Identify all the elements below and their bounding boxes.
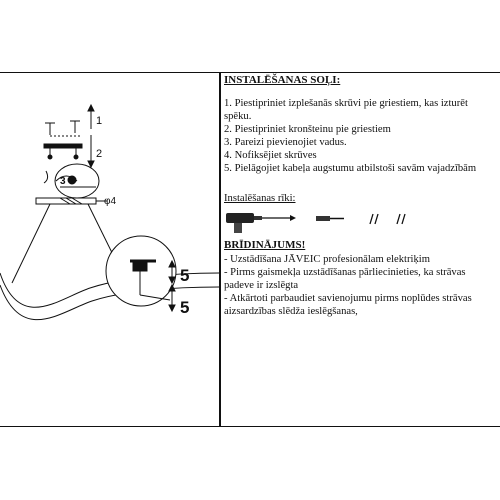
label-dimension-a: 5 xyxy=(180,266,190,285)
detail-magnifier xyxy=(106,236,176,306)
list-item: - Atkārtoti parbaudiet savienojumu pirms noplūdes strāvas aizsardzības slēdža ieslēgšanas, xyxy=(224,293,472,317)
label-step-3: 3 xyxy=(60,176,66,187)
drill-icon xyxy=(226,213,296,233)
tools-title: Instalēšanas rīki: xyxy=(224,193,296,204)
cable-left xyxy=(12,204,50,283)
arrow-up-icon xyxy=(88,105,94,129)
list-item: - Uzstādīšana JĀVEIC profesionālam elektriķim xyxy=(224,254,430,265)
arrow-down-icon xyxy=(88,135,94,167)
screwdriver-icon xyxy=(316,216,344,221)
instructions-column xyxy=(224,73,496,426)
warning-title: BRĪDINĀJUMS! xyxy=(224,239,306,251)
mounting-plate-icon xyxy=(36,198,107,204)
tools-row xyxy=(224,211,484,233)
list-item: - Pirms gaismekļa uzstādīšanas pārliecinieties, ka strāvas padeve ir izslēgta xyxy=(224,267,466,291)
installation-diagram xyxy=(0,73,219,426)
install-steps-list xyxy=(224,97,494,175)
ceiling-screw-icon xyxy=(45,121,80,136)
list-item: 3. Pareizi pievienojiet vadus. xyxy=(224,137,347,148)
column-divider xyxy=(219,72,221,427)
page-title: INSTALĒŠANAS SOĻI: xyxy=(224,74,341,86)
label-step-1: 1 xyxy=(96,115,103,127)
list-item: 2. Piestipriniet kronšteinu pie griestiem xyxy=(224,124,391,135)
diagram-svg xyxy=(0,73,219,426)
label-dimension-b: 5 xyxy=(180,298,190,317)
warnings-list xyxy=(224,253,496,318)
list-item: 4. Nofiksējiet skrūves xyxy=(224,150,317,161)
list-item: 1. Piestipriniet izplešanās skrūvi pie griestiem, kas izturēt spēku. xyxy=(224,98,468,122)
list-item: 5. Pielāgojiet kabeļa augstumu atbilstoši savām vajadzībām xyxy=(224,163,477,174)
label-phi: φ4 xyxy=(104,196,117,207)
bracket-icon xyxy=(44,144,82,159)
canopy-icon xyxy=(44,164,99,198)
screw-icon xyxy=(397,214,405,224)
screw-icon xyxy=(370,214,378,224)
label-step-2: 2 xyxy=(96,148,103,160)
